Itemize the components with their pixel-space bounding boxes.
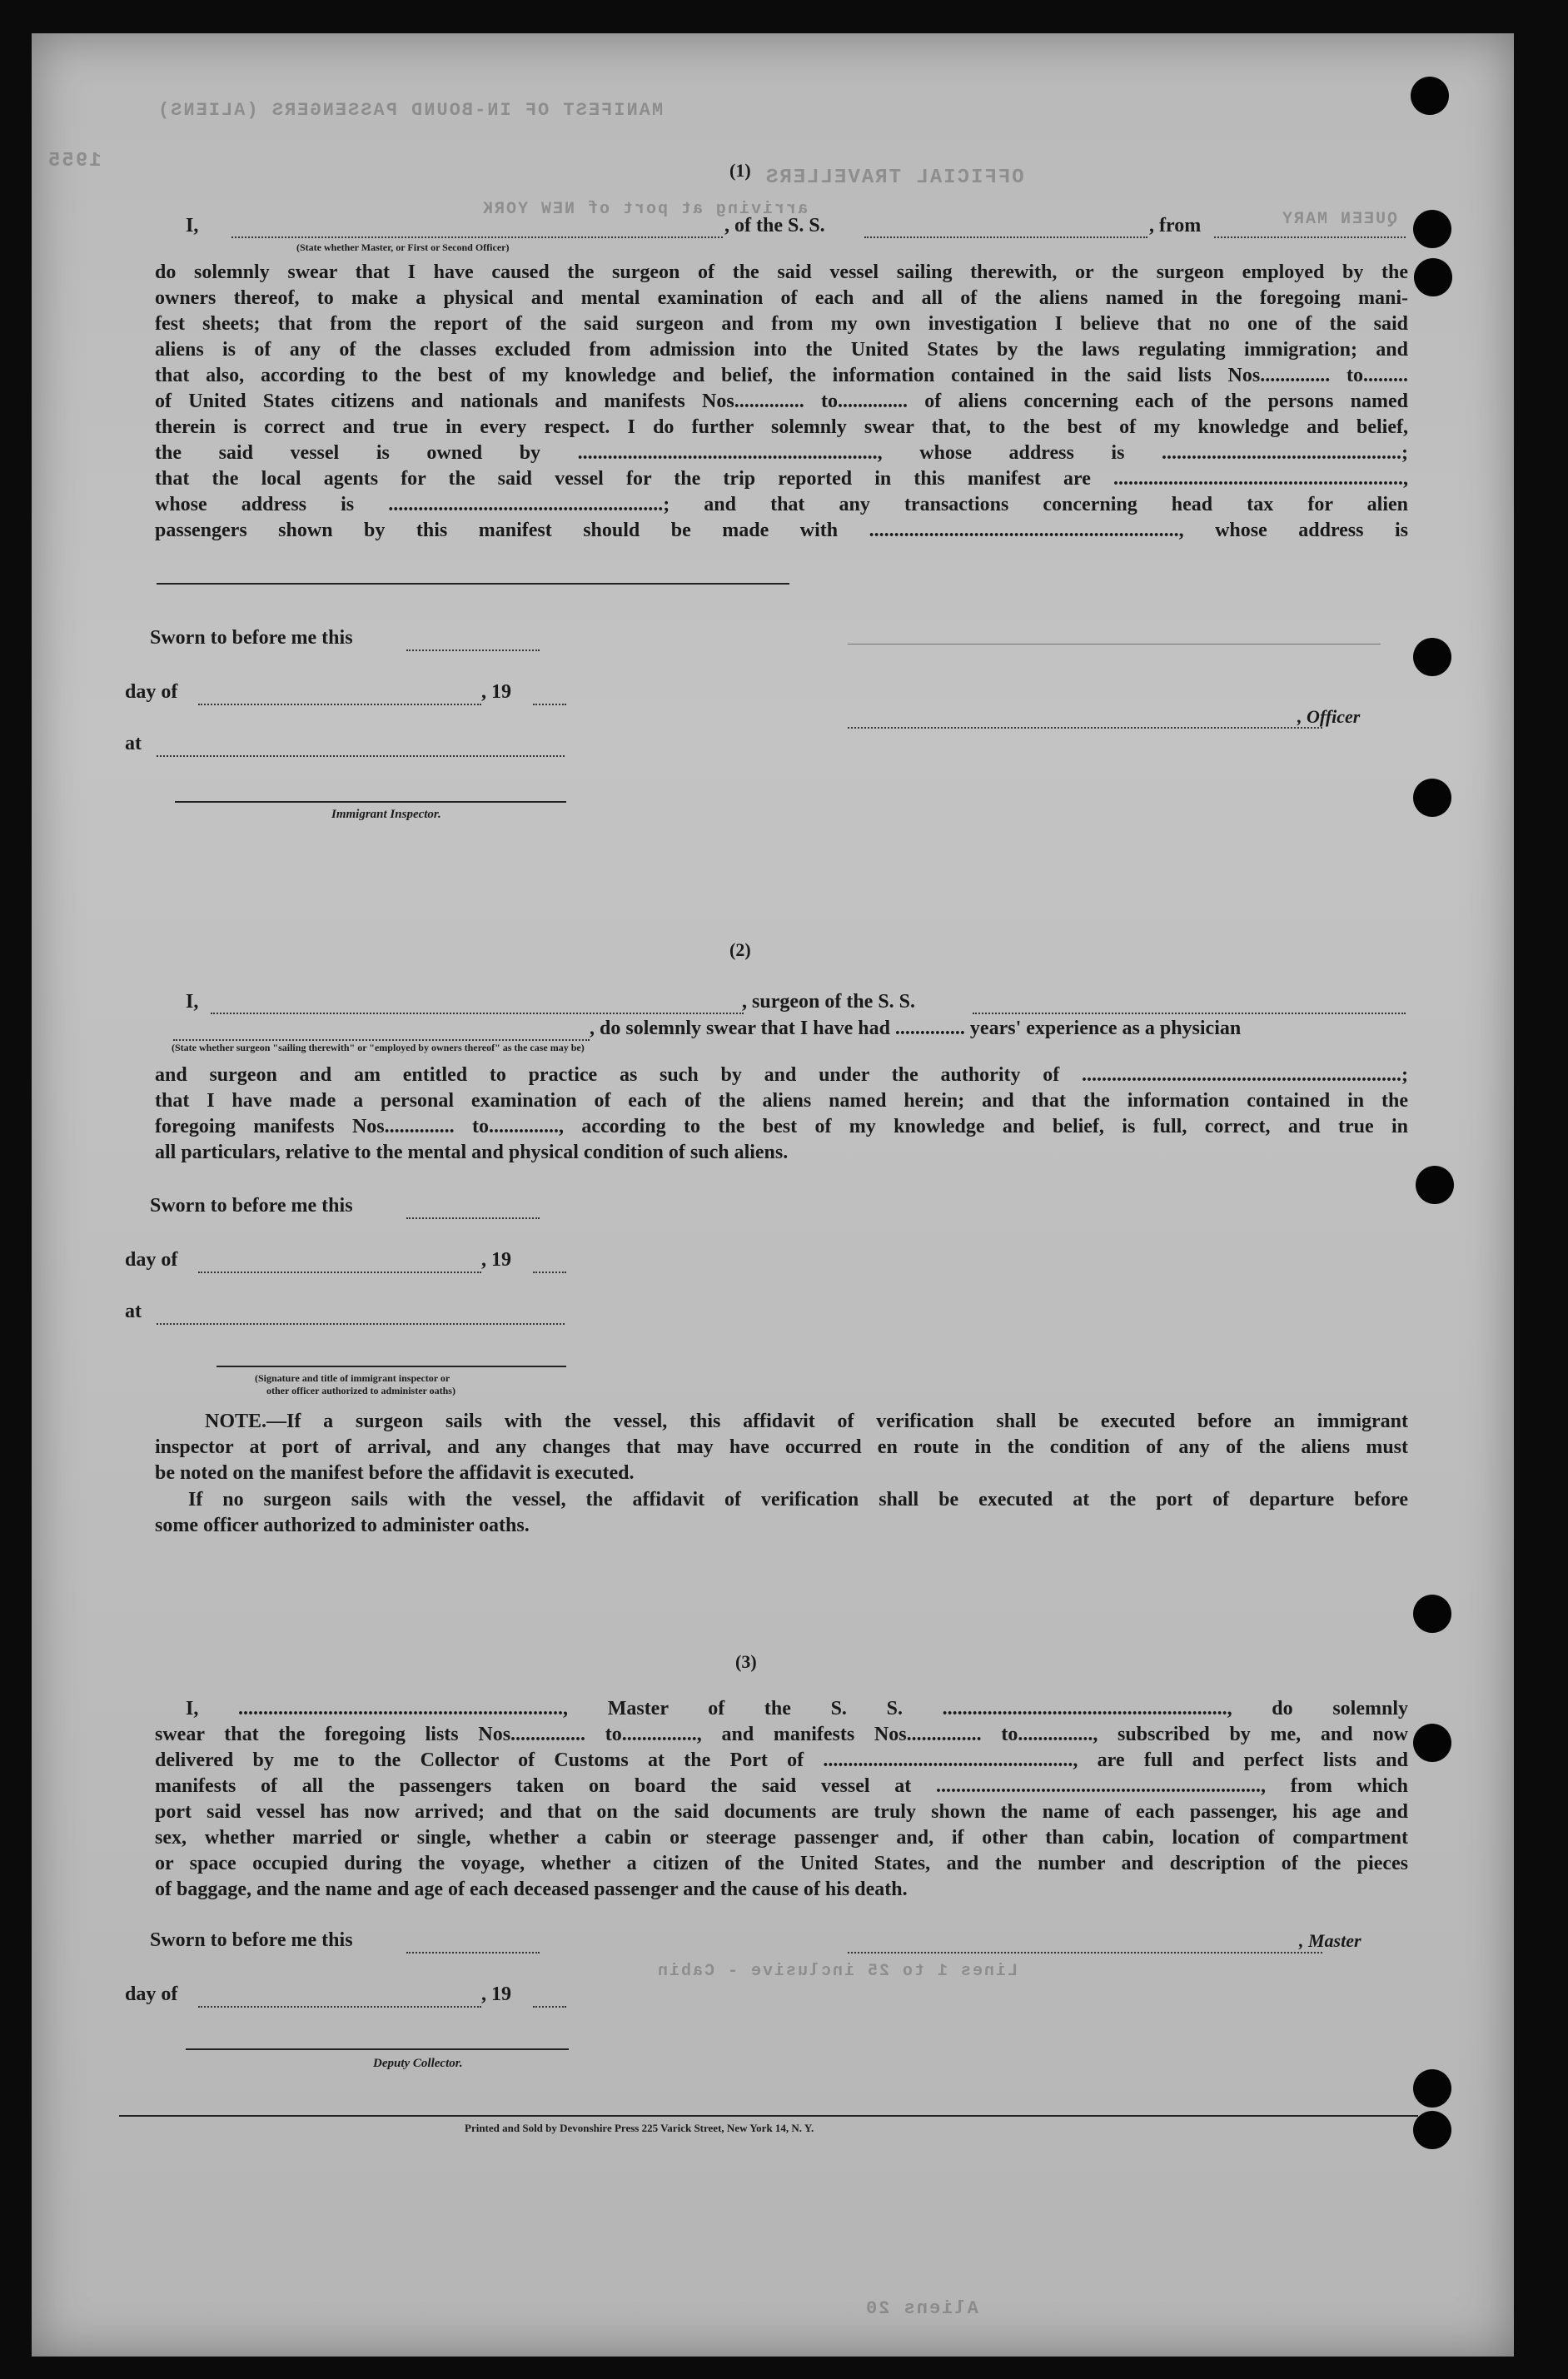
s3-line: swear that the foregoing lists Nos............... to..............., and manifests Nos............... to..............., subscribed by me, and now xyxy=(155,1724,1408,1745)
s1-line: that also, according to the best of my knowledge and belief, the information contained in the said lists Nos.............. to......... xyxy=(155,365,1408,386)
s3-line: port said vessel has now arrived; and that on the said documents are truly shown the name of each passenger, his age and xyxy=(155,1801,1408,1823)
section-1-number: (1) xyxy=(729,160,751,181)
from-port-line xyxy=(1214,236,1406,238)
manifest-sheet xyxy=(32,33,1514,2357)
s2-sworn-line xyxy=(406,1217,540,1219)
s1-line: owners thereof, to make a physical and mental examination of each and all of the aliens named in the foregoing mani- xyxy=(155,287,1408,309)
note-line: NOTE.—If a surgeon sails with the vessel, this affidavit of verification shall be executed before an immigrant xyxy=(205,1411,1408,1432)
surgeon-hint: (State whether surgeon "sailing therewith" or "employed by owners thereof" as the case may be) xyxy=(172,1042,585,1053)
s3-line: I, ................................................................., Master of the S. S. ........................................................., do solemnly xyxy=(186,1698,1408,1720)
s2-signature-hint-2: other officer authorized to administer oaths) xyxy=(266,1385,455,1396)
s1-line: therein is correct and true in every respect. I do further solemnly swear that, to the best of my knowledge and belief, xyxy=(155,416,1408,438)
master-name-line xyxy=(231,236,723,238)
binder-hole xyxy=(1413,2111,1451,2149)
s3-line: or space occupied during the voyage, whether a citizen of the United States, and the number and description of the pieces xyxy=(155,1853,1408,1874)
bleed-through-title: MANIFEST OF IN-BOUND PASSENGERS (ALIENS) xyxy=(157,100,664,121)
s2-line2: , do solemnly swear that I have had .............. years' experience as a physician xyxy=(590,1018,1242,1039)
section-1-i: I, xyxy=(186,215,199,236)
s2-signature-line xyxy=(217,1366,566,1367)
officer-hint: (State whether Master, or First or Second Officer) xyxy=(296,241,510,253)
s2-sworn-label: Sworn to before me this xyxy=(150,1195,353,1217)
s1-line: aliens is of any of the classes excluded from admission into the United States by the laws regulating immigration; and xyxy=(155,339,1408,361)
binder-hole xyxy=(1413,1724,1451,1762)
bleed-through-lines: Lines 1 to 25 inclusive - Cabin xyxy=(656,1962,1018,1981)
s3-day-label: day of xyxy=(125,1983,178,2005)
s1-line: the said vessel is owned by ............................................................, whose address is ................................................; xyxy=(155,442,1408,464)
s1-sworn-line xyxy=(406,649,540,651)
s1-line: do solemnly swear that I have caused the surgeon of the said vessel sailing therewith, or the surgeon employed by the xyxy=(155,261,1408,283)
s1-sworn-label: Sworn to before me this xyxy=(150,627,353,649)
note2-line: If no surgeon sails with the vessel, the affidavit of verification shall be executed at the port of departure before xyxy=(188,1489,1408,1511)
s1-line: that the local agents for the said vessel for the trip reported in this manifest are .........................................................., xyxy=(155,468,1408,490)
section-2-note xyxy=(155,1409,1408,1486)
s1-year-label: , 19 xyxy=(481,681,511,703)
bleed-through-vessel: QUEEN MARY xyxy=(1281,210,1398,229)
s2-day-line xyxy=(198,1272,481,1273)
binder-hole xyxy=(1416,1166,1454,1204)
note-line: inspector at port of arrival, and any changes that may have occurred en route in the condition of any of the aliens must xyxy=(155,1436,1408,1458)
s1-officer-line xyxy=(848,727,1322,729)
s1-line: whose address is .......................................................; and that any transactions concerning head tax for alien xyxy=(155,494,1408,515)
section-2-paragraph xyxy=(155,1063,1408,1166)
section-1-paragraph xyxy=(155,260,1408,544)
s3-sworn-label: Sworn to before me this xyxy=(150,1929,353,1951)
binder-hole xyxy=(1413,638,1451,676)
s3-year-label: , 19 xyxy=(481,1983,511,2005)
s3-line: of baggage, and the name and age of each deceased passenger and the cause of his death. xyxy=(155,1879,908,1900)
s1-line: fest sheets; that from the report of the said surgeon and from my own investigation I believe that no one of the said xyxy=(155,313,1408,335)
s2-vessel-line xyxy=(973,1013,1406,1014)
s3-year-line xyxy=(533,2006,566,2008)
s2-surgeon-name-line xyxy=(211,1013,744,1014)
binder-hole xyxy=(1413,779,1451,817)
note2-line: some officer authorized to administer oaths. xyxy=(155,1515,530,1536)
binder-hole xyxy=(1413,2069,1451,2108)
s1-line: passengers shown by this manifest should be made with .............................................................., whose address is xyxy=(155,520,1408,541)
binder-hole xyxy=(1411,77,1449,115)
printer-footer: Printed and Sold by Devonshire Press 225 Varick Street, New York 14, N. Y. xyxy=(465,2122,814,2134)
of-ss-label: , of the S. S. xyxy=(724,215,825,236)
footer-rule xyxy=(119,2115,1418,2117)
binder-hole xyxy=(1413,210,1451,248)
bleed-through-class: OFFICIAL TRAVELLERS xyxy=(764,167,1024,189)
binder-hole xyxy=(1413,1595,1451,1633)
s2-line: that I have made a personal examination of each of the aliens named herein; and that the information contained in the xyxy=(155,1090,1408,1112)
s1-right-rule xyxy=(848,644,1381,645)
s2-year-label: , 19 xyxy=(481,1249,511,1271)
s2-surgeon-label: , surgeon of the S. S. xyxy=(742,991,916,1013)
s2-line: all particulars, relative to the mental and physical condition of such aliens. xyxy=(155,1142,789,1163)
section-2-number: (2) xyxy=(729,939,751,960)
s1-day-line xyxy=(198,704,481,705)
s3-line: manifests of all the passengers taken on board the said vessel at ................................................................., from which xyxy=(155,1775,1408,1797)
s2-day-label: day of xyxy=(125,1249,178,1271)
s1-year-line xyxy=(533,704,566,705)
s3-master-line xyxy=(848,1952,1322,1953)
s3-line: delivered by me to the Collector of Customs at the Port of .................................................., are full and perfect lists and xyxy=(155,1749,1408,1771)
s2-at-label: at xyxy=(125,1301,142,1322)
bleed-through-year: 1955 xyxy=(47,150,102,172)
bleed-through-arriving: arriving at port of NEW YORK xyxy=(481,200,809,219)
s1-line: of United States citizens and nationals and manifests Nos.............. to.............. of aliens concerning each of the persons named xyxy=(155,391,1408,412)
section-1-divider xyxy=(157,583,789,585)
binder-hole xyxy=(1414,258,1452,296)
from-label: , from xyxy=(1149,215,1202,236)
s3-sworn-line xyxy=(406,1952,540,1953)
s2-line2-dots xyxy=(173,1039,590,1041)
vessel-name-line xyxy=(864,236,1147,238)
section-3-paragraph xyxy=(155,1696,1408,1903)
s1-at-label: at xyxy=(125,733,142,754)
s3-deputy-caption: Deputy Collector. xyxy=(373,2057,463,2070)
s1-at-line xyxy=(157,755,565,757)
s3-line: sex, whether married or single, whether a cabin or steerage passenger and, if other than cabin, location of compartment xyxy=(155,1827,1408,1849)
s2-at-line xyxy=(157,1323,565,1325)
s2-signature-hint-1: (Signature and title of immigrant inspector or xyxy=(255,1372,450,1384)
s2-i: I, xyxy=(186,991,199,1013)
s3-deputy-line xyxy=(186,2048,569,2050)
s2-year-line xyxy=(533,1272,566,1273)
s1-inspector-line xyxy=(175,801,566,803)
s3-master-caption: , Master xyxy=(1299,1930,1361,1951)
s1-officer-caption: , Officer xyxy=(1297,706,1361,727)
s2-line: foregoing manifests Nos.............. to.............., according to the best of my knowledge and belief, is full, correct, and true in xyxy=(155,1116,1408,1137)
s1-inspector-caption: Immigrant Inspector. xyxy=(331,808,441,821)
note-line: be noted on the manifest before the affidavit is executed. xyxy=(155,1462,635,1484)
s3-day-line xyxy=(198,2006,481,2008)
s1-day-label: day of xyxy=(125,681,178,703)
section-2-note-2 xyxy=(155,1487,1408,1539)
s2-line: and surgeon and am entitled to practice as such by and under the authority of ................................................................; xyxy=(155,1064,1408,1086)
section-3-number: (3) xyxy=(735,1651,757,1672)
bleed-through-bottom: Aliens 20 xyxy=(864,2298,978,2319)
